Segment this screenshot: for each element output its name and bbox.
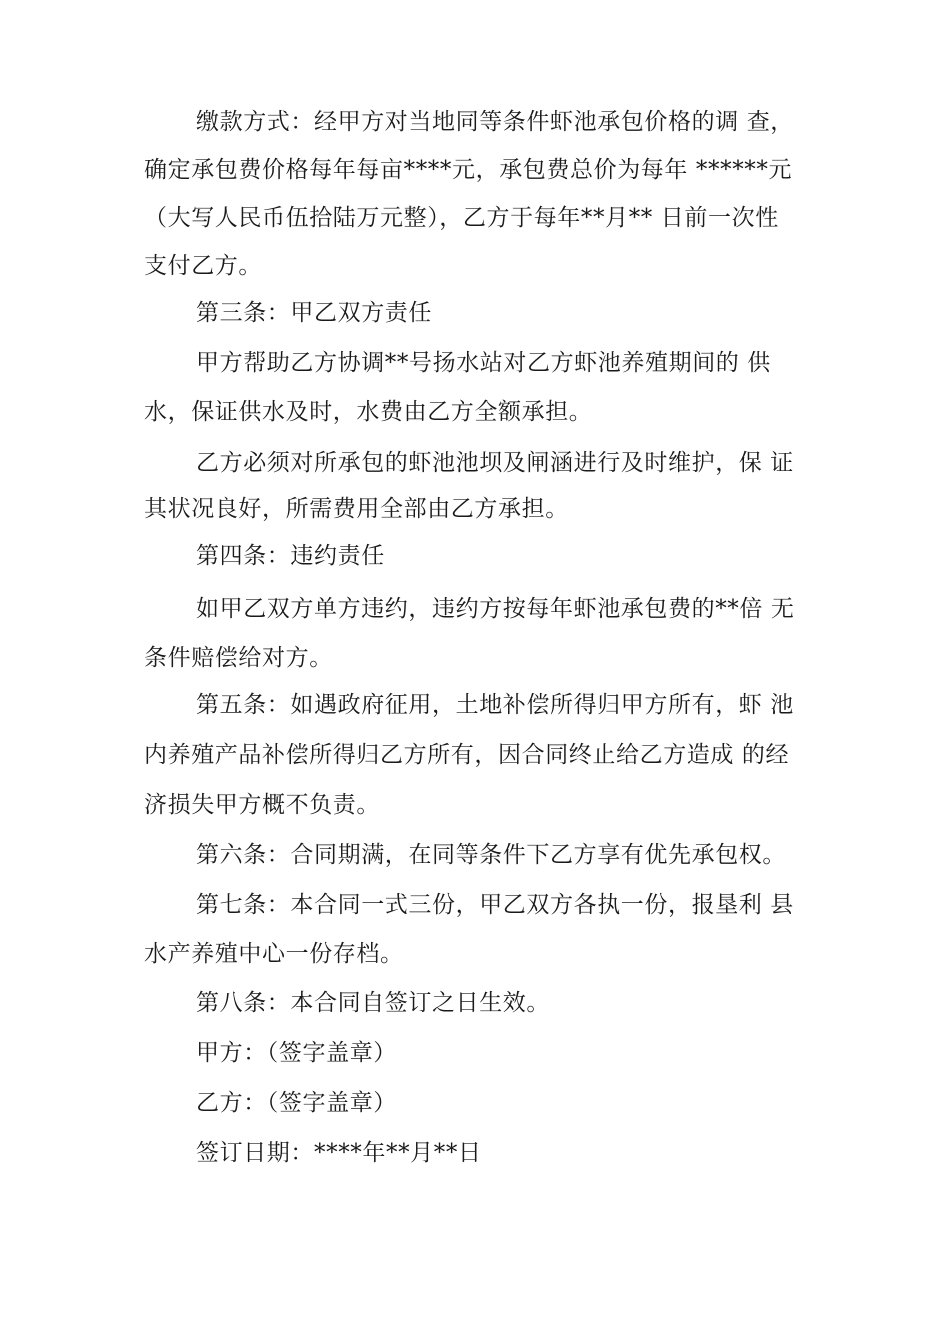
article-5-line-2: 内养殖产品补偿所得归乙方所有，因合同终止给乙方造成 的经 <box>144 742 790 768</box>
article-3-paragraph-1-line-1: 甲方帮助乙方协调**号扬水站对乙方虾池养殖期间的 供 <box>196 350 771 376</box>
article-3-heading: 第三条：甲乙双方责任 <box>196 300 432 326</box>
article-3-paragraph-1-line-2: 水，保证供水及时，水费由乙方全额承担。 <box>144 399 593 425</box>
article-3-paragraph-2-line-2: 其状况良好，所需费用全部由乙方承担。 <box>144 496 569 522</box>
paragraph-payment-method-line-1: 缴款方式：经甲方对当地同等条件虾池承包价格的调 查， <box>196 109 794 135</box>
party-a-signature: 甲方：（签字盖章） <box>196 1040 397 1066</box>
paragraph-payment-method-line-3: （大写人民币伍拾陆万元整），乙方于每年**月** 日前一次性 <box>144 205 779 231</box>
article-4-paragraph-line-1: 如甲乙双方单方违约，违约方按每年虾池承包费的**倍 无 <box>196 596 795 622</box>
signing-date: 签订日期：****年**月**日 <box>196 1140 482 1166</box>
article-6: 第六条：合同期满，在同等条件下乙方享有优先承包权。 <box>196 842 786 868</box>
article-4-heading: 第四条：违约责任 <box>196 543 385 569</box>
article-7-line-1: 第七条：本合同一式三份，甲乙双方各执一份，报垦利 县 <box>196 892 794 918</box>
article-8: 第八条：本合同自签订之日生效。 <box>196 990 550 1016</box>
party-b-signature: 乙方：（签字盖章） <box>196 1090 397 1116</box>
paragraph-payment-method-line-2: 确定承包费价格每年每亩****元，承包费总价为每年 ******元 <box>144 157 793 183</box>
paragraph-payment-method-line-4: 支付乙方。 <box>144 253 262 279</box>
article-5-line-1: 第五条：如遇政府征用，土地补偿所得归甲方所有，虾 池 <box>196 692 794 718</box>
article-4-paragraph-line-2: 条件赔偿给对方。 <box>144 645 333 671</box>
article-5-line-3: 济损失甲方概不负责。 <box>144 792 380 818</box>
article-7-line-2: 水产养殖中心一份存档。 <box>144 941 404 967</box>
article-3-paragraph-2-line-1: 乙方必须对所承包的虾池池坝及闸涵进行及时维护，保 证 <box>196 450 794 476</box>
